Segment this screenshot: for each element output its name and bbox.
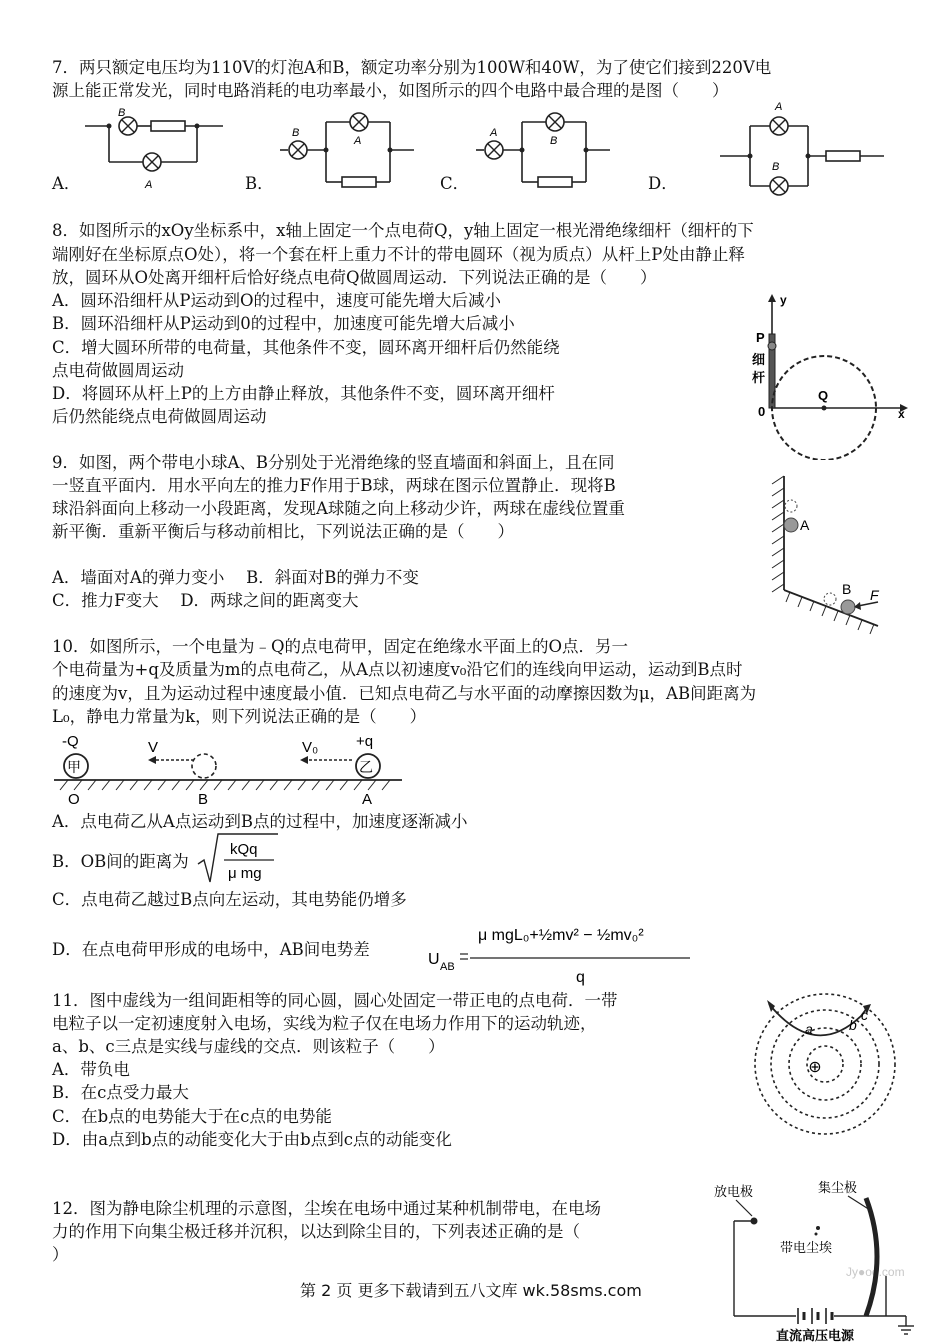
circuit-d-label-b: B <box>772 161 780 173</box>
q8-axis-x-label: x <box>898 407 905 421</box>
q9-ball-b-label: B <box>842 581 852 597</box>
q8-coordinate-figure <box>748 290 913 460</box>
q11-point-a-label: a <box>805 1021 813 1037</box>
page-footer: 第 2 页 更多下载请到五八文库 wk.58sms.com <box>300 1281 642 1300</box>
circuit-d-figure <box>720 98 890 198</box>
q10-track-figure <box>52 728 404 808</box>
q10-option-b: B．OB间的距离为 <box>52 852 189 871</box>
circuit-a-label-a: A <box>145 179 153 191</box>
q8-point-p-label: P <box>756 330 765 345</box>
q9-line1: 9．如图，两个带电小球A、B分别处于光滑绝缘的竖直墙面和斜面上，且在同 <box>52 453 615 472</box>
q12-line1: 12．图为静电除尘机理的示意图，尘埃在电场中通过某种机制带电，在电场 <box>52 1199 601 1218</box>
q10-line4: L₀，静电力常量为k，则下列说法正确的是（ ） <box>52 707 427 726</box>
q10-a-label: A <box>362 791 373 808</box>
q7-option-d: D． <box>648 174 678 193</box>
q8-option-d-line2: 后仍然能绕点电荷做圆周运动 <box>52 407 267 426</box>
q8-option-d-line1: D．将圆环从杆上P的上方由静止释放，其他条件不变，圆环离开细杆 <box>52 384 555 403</box>
q10-o-label: O <box>68 791 80 808</box>
q10-option-d-lhs: U <box>428 951 440 968</box>
q9-options-cd: C．推力F变大 D．两球之间的距离变大 <box>52 591 359 610</box>
q10-option-d-numerator: μ mgL₀+½mv² − ½mv₀² <box>478 927 644 944</box>
q10-option-d-formula <box>426 908 696 988</box>
q12-line3: ） <box>52 1245 69 1264</box>
q8-option-c-line2: 点电荷做圆周运动 <box>52 361 184 380</box>
q11-concentric-field-figure <box>745 990 905 1140</box>
circuit-b-label-a: A <box>354 135 362 147</box>
q12-line2: 力的作用下向集尘极迁移并沉积，以达到除尘目的，下列表述正确的是（ <box>52 1222 580 1241</box>
q10-option-b-numerator: kQq <box>230 841 258 858</box>
q10-option-a: A．点电荷乙从A点运动到B点的过程中，加速度逐渐减小 <box>52 812 468 831</box>
q11-option-c: C．在b点的电势能大于在c点的电势能 <box>52 1107 332 1126</box>
q7-option-b: B． <box>245 174 274 193</box>
q10-option-b-formula <box>196 830 280 886</box>
q10-option-d: D．在点电荷甲形成的电场中，AB间电势差 <box>52 940 370 959</box>
q8-line3: 放，圆环从O处离开细杆后恰好绕点电荷Q做圆周运动．下列说法正确的是（ ） <box>52 268 657 287</box>
circuit-c-label-b: B <box>550 135 558 147</box>
circuit-c-figure <box>476 110 616 192</box>
q9-line4: 新平衡．重新平衡后与移动前相比，下列说法正确的是（ ） <box>52 522 514 541</box>
q11-option-a: A．带负电 <box>52 1060 130 1079</box>
q10-charge-posq-label: +q <box>356 733 374 750</box>
q8-line2: 端刚好在坐标原点O处），将一个套在杆上重力不计的带电圆环（视为质点）从杆上P处由静止释 <box>52 245 745 264</box>
q8-line1: 8．如图所示的xOy坐标系中，x轴上固定一个点电荷Q，y轴上固定一根光滑绝缘细杆（细杆的下 <box>52 221 754 240</box>
q9-line3: 球沿斜面向上移动一小段距离，发现A球随之向上移动少许，两球在虚线位置重 <box>52 499 625 518</box>
circuit-a-label-b: B <box>118 108 126 119</box>
circuit-b-label-b: B <box>292 127 300 139</box>
q7-option-c: C． <box>440 174 470 193</box>
circuit-b-figure <box>280 110 420 192</box>
q10-line2: 个电荷量为+q及质量为m的点电荷乙，从A点以初速度v₀沿它们的连线向甲运动，运动到B点时 <box>52 660 743 679</box>
q11-line1: 11．图中虚线为一组间距相等的同心圆，圆心处固定一带正电的点电荷．一带 <box>52 991 618 1010</box>
q12-emitter-label: 放电极 <box>714 1184 754 1199</box>
q10-v0-label: V₀ <box>302 739 319 756</box>
q10-line3: 的速度为v，且为运动过程中速度最小值．已知点电荷乙与水平面的动摩擦因数为μ，AB间距离为 <box>52 684 757 703</box>
q11-option-d: D．由a点到b点的动能变化大于由b点到c点的动能变化 <box>52 1130 452 1149</box>
q10-option-b-denominator: μ mg <box>228 865 262 882</box>
q9-ball-a-label: A <box>800 517 810 533</box>
q9-line2: 一竖直平面内．用水平向左的推力F作用于B球，两球在图示位置静止．现将B <box>52 476 616 495</box>
q10-option-c: C．点电荷乙越过B点向左运动，其电势能仍增多 <box>52 890 407 909</box>
q7-line1: 7．两只额定电压均为110V的灯泡A和B，额定功率分别为100W和40W，为了使它们接到220V电 <box>52 58 772 77</box>
q10-yi-label: 乙 <box>359 759 373 775</box>
q10-line1: 10．如图所示，一个电量为﹣Q的点电荷甲，固定在绝缘水平面上的O点．另一 <box>52 637 629 656</box>
q8-axis-y-label: y <box>780 293 787 307</box>
q12-watermark: Jy●oo.com <box>846 1265 905 1279</box>
circuit-d-label-a: A <box>775 101 783 113</box>
q8-origin-label: 0 <box>758 404 766 419</box>
q8-option-a: A．圆环沿细杆从P运动到O的过程中，速度可能先增大后减小 <box>52 291 502 310</box>
q10-option-d-subscript: AB <box>440 961 455 973</box>
q11-option-b: B．在c点受力最大 <box>52 1083 189 1102</box>
circuit-c-label-a: A <box>490 127 498 139</box>
q8-charge-q-label: Q <box>818 388 829 403</box>
q12-precipitator-figure <box>706 1176 950 1342</box>
q11-line3: a、b、c三点是实线与虚线的交点．则该粒子（ ） <box>52 1037 445 1056</box>
q7-option-a: A． <box>52 174 81 193</box>
circuit-a-figure <box>85 108 225 192</box>
q10-jia-label: 甲 <box>67 759 81 775</box>
q8-rod-label-1: 细 <box>752 352 766 367</box>
q8-rod-label-2: 杆 <box>752 370 766 385</box>
q9-options-ab: A．墙面对A的弹力变小 B．斜面对B的弹力不变 <box>52 568 419 587</box>
q10-b-label: B <box>198 791 209 808</box>
q7-line2: 源上能正常发光，同时电路消耗的电功率最小，如图所示的四个电路中最合理的是图（ ） <box>52 81 729 100</box>
q10-charge-negq-label: -Q <box>62 733 79 750</box>
q10-v-label: V <box>148 739 159 756</box>
q8-option-b: B．圆环沿细杆从P运动到0的过程中，加速度可能先增大后减小 <box>52 314 515 333</box>
q12-dust-label: 带电尘埃 <box>780 1240 833 1255</box>
q11-positive-charge-symbol: ⊕ <box>808 1059 822 1076</box>
q8-option-c-line1: C．增大圆环所带的电荷量，其他条件不变，圆环离开细杆后仍然能绕 <box>52 338 560 357</box>
q9-force-f-label: F <box>870 587 879 603</box>
q12-supply-label: 直流高压电源 <box>776 1328 855 1342</box>
q11-point-b-label: b <box>849 1017 857 1033</box>
q10-option-d-denominator: q <box>576 969 585 986</box>
q12-collector-label: 集尘极 <box>818 1180 858 1195</box>
q11-line2: 电粒子以一定初速度射入电场，实线为粒子仅在电场力作用下的运动轨迹， <box>52 1014 597 1033</box>
q9-wall-slope-figure <box>760 470 900 638</box>
q11-point-c-label: c <box>861 1007 868 1023</box>
